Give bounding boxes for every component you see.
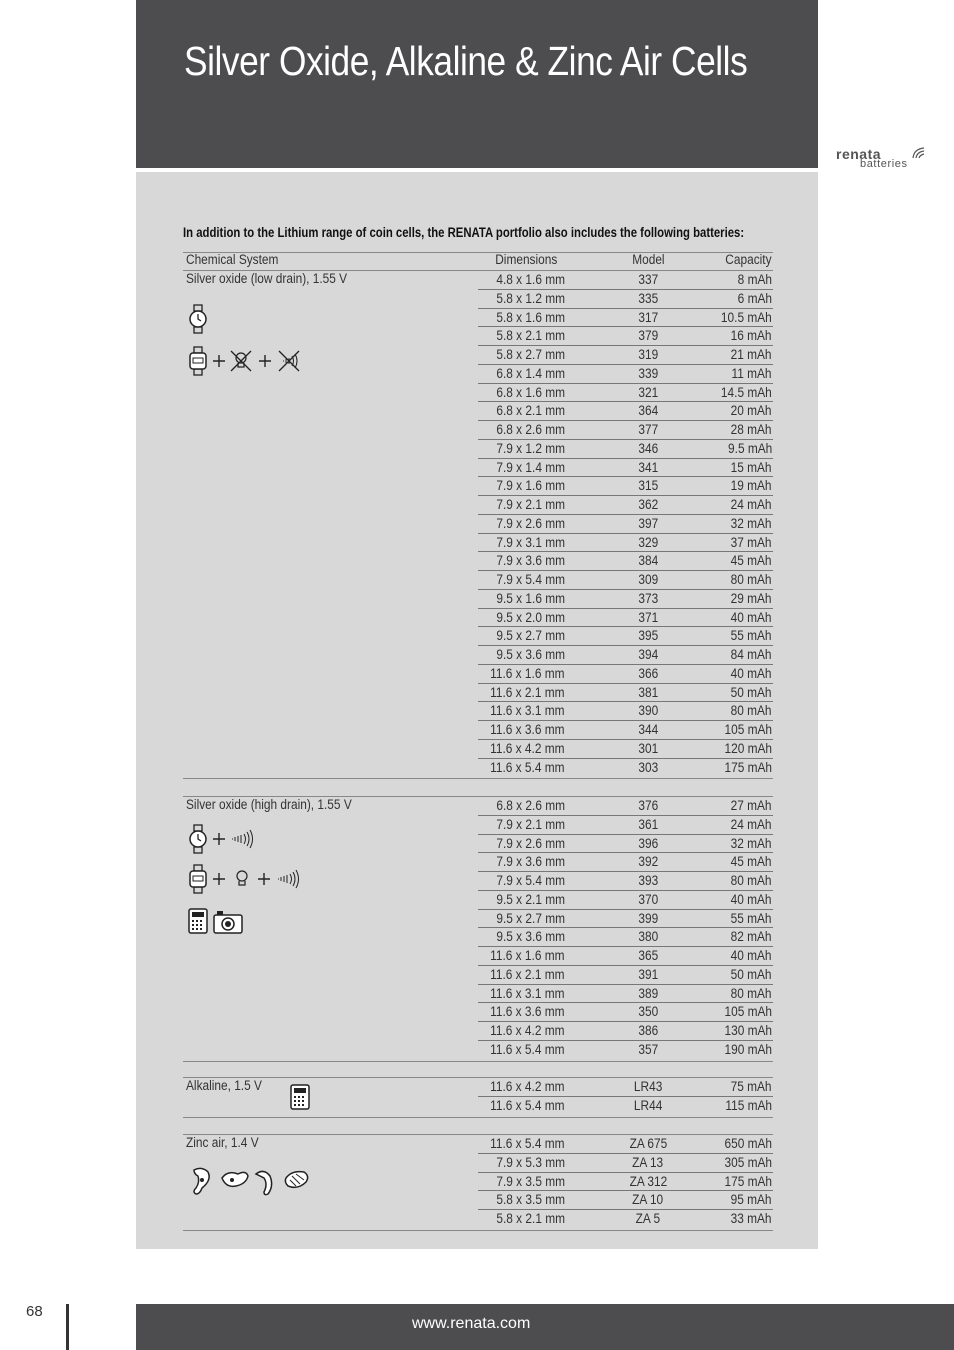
dimension-cell: 11.6 x 4.2 mm bbox=[490, 1023, 565, 1038]
dimension-cell: 6.8 x 1.6 mm bbox=[496, 384, 565, 400]
capacity-cell: 80 mAh bbox=[731, 873, 772, 888]
group-bottom-line bbox=[183, 778, 773, 779]
capacity-cell: 175 mAh bbox=[724, 759, 772, 775]
model-cell: 391 bbox=[638, 966, 658, 982]
capacity-cell: 33 mAh bbox=[731, 1211, 772, 1226]
dimension-cell: 9.5 x 3.6 mm bbox=[496, 929, 565, 945]
model-cell: 373 bbox=[638, 590, 658, 606]
page-title: Silver Oxide, Alkaline & Zinc Air Cells bbox=[184, 38, 748, 84]
footer-bar bbox=[136, 1304, 954, 1350]
intro-text: In addition to the Lithium range of coin cells, the RENATA portfolio also includes the following batteries: bbox=[183, 225, 745, 240]
capacity-cell: 32 mAh bbox=[731, 835, 772, 851]
model-cell: ZA 13 bbox=[632, 1154, 664, 1170]
model-cell: 339 bbox=[638, 365, 658, 381]
model-cell: 321 bbox=[638, 384, 658, 400]
dimension-cell: 11.6 x 5.4 mm bbox=[490, 759, 565, 775]
dimension-cell: 7.9 x 3.6 mm bbox=[496, 553, 565, 569]
dimension-cell: 11.6 x 2.1 mm bbox=[490, 684, 565, 700]
model-cell: 393 bbox=[638, 873, 658, 888]
capacity-cell: 84 mAh bbox=[731, 647, 772, 662]
dimension-cell: 9.5 x 2.7 mm bbox=[496, 910, 565, 926]
dimension-cell: 7.9 x 3.5 mm bbox=[496, 1173, 565, 1189]
model-cell: 317 bbox=[638, 309, 658, 325]
model-cell: 392 bbox=[638, 854, 658, 870]
model-cell: 370 bbox=[638, 891, 658, 907]
chemical-system-label: Silver oxide (high drain), 1.55 V bbox=[186, 797, 352, 812]
capacity-cell: 105 mAh bbox=[724, 722, 772, 737]
model-cell: ZA 312 bbox=[629, 1173, 667, 1189]
group-bottom-line bbox=[183, 1230, 773, 1231]
dimension-cell: 11.6 x 3.6 mm bbox=[490, 1004, 565, 1020]
chemical-system-label: Silver oxide (low drain), 1.55 V bbox=[186, 271, 348, 286]
digital-watch-icon bbox=[188, 346, 208, 376]
dimension-cell: 5.8 x 1.6 mm bbox=[496, 309, 565, 325]
dimension-cell: 9.5 x 3.6 mm bbox=[496, 647, 565, 662]
dimension-cell: 7.9 x 1.6 mm bbox=[496, 478, 565, 494]
model-cell: ZA 675 bbox=[629, 1136, 667, 1151]
dimension-cell: 5.8 x 2.7 mm bbox=[496, 347, 565, 362]
model-cell: 364 bbox=[638, 403, 658, 419]
capacity-cell: 27 mAh bbox=[731, 798, 772, 813]
dimension-cell: 5.8 x 3.5 mm bbox=[496, 1192, 565, 1208]
model-cell: LR43 bbox=[633, 1079, 663, 1094]
model-cell: 335 bbox=[638, 290, 658, 306]
model-cell: 309 bbox=[638, 572, 658, 587]
dimension-cell: 11.6 x 1.6 mm bbox=[490, 665, 565, 681]
chemical-system-label: Alkaline, 1.5 V bbox=[186, 1078, 262, 1093]
model-cell: LR44 bbox=[633, 1097, 663, 1113]
dimension-cell: 7.9 x 5.4 mm bbox=[496, 572, 565, 587]
capacity-cell: 305 mAh bbox=[724, 1154, 772, 1170]
capacity-cell: 11 mAh bbox=[731, 365, 772, 381]
capacity-cell: 45 mAh bbox=[731, 553, 772, 569]
model-cell: 386 bbox=[638, 1023, 658, 1038]
chemical-system-label: Zinc air, 1.4 V bbox=[186, 1135, 259, 1150]
page-number-divider bbox=[66, 1304, 69, 1350]
model-cell: 301 bbox=[638, 740, 658, 756]
capacity-cell: 82 mAh bbox=[731, 929, 772, 945]
model-cell: 380 bbox=[638, 929, 658, 945]
model-cell: 379 bbox=[638, 328, 658, 344]
capacity-cell: 15 mAh bbox=[731, 459, 772, 475]
capacity-cell: 175 mAh bbox=[724, 1173, 772, 1189]
capacity-cell: 80 mAh bbox=[731, 572, 772, 587]
capacity-cell: 10.5 mAh bbox=[721, 309, 772, 325]
dimension-cell: 7.9 x 2.1 mm bbox=[496, 816, 565, 832]
capacity-cell: 55 mAh bbox=[731, 910, 772, 926]
model-cell: 329 bbox=[638, 534, 658, 550]
capacity-cell: 45 mAh bbox=[731, 854, 772, 870]
dimension-cell: 11.6 x 3.6 mm bbox=[490, 722, 565, 737]
capacity-cell: 6 mAh bbox=[737, 290, 772, 306]
dimension-cell: 11.6 x 3.1 mm bbox=[490, 985, 565, 1001]
capacity-cell: 16 mAh bbox=[731, 328, 772, 344]
dimension-cell: 9.5 x 2.1 mm bbox=[496, 891, 565, 907]
model-cell: 381 bbox=[638, 684, 658, 700]
capacity-cell: 8 mAh bbox=[737, 272, 772, 287]
capacity-cell: 50 mAh bbox=[731, 684, 772, 700]
model-cell: 366 bbox=[638, 665, 658, 681]
capacity-cell: 19 mAh bbox=[731, 478, 772, 494]
capacity-cell: 29 mAh bbox=[731, 590, 772, 606]
dimension-cell: 6.8 x 2.1 mm bbox=[496, 403, 565, 419]
dimension-cell: 7.9 x 5.4 mm bbox=[496, 873, 565, 888]
capacity-cell: 80 mAh bbox=[731, 703, 772, 719]
capacity-cell: 28 mAh bbox=[731, 422, 772, 437]
group-bottom-line bbox=[183, 1117, 773, 1118]
calculator-icon bbox=[188, 908, 208, 934]
model-cell: 319 bbox=[638, 347, 658, 362]
dimension-cell: 11.6 x 5.4 mm bbox=[490, 1097, 565, 1113]
dimension-cell: 5.8 x 1.2 mm bbox=[496, 290, 565, 306]
col-chemical-system: Chemical System bbox=[186, 252, 279, 267]
col-model: Model bbox=[631, 252, 665, 267]
capacity-cell: 190 mAh bbox=[724, 1041, 772, 1057]
capacity-cell: 37 mAh bbox=[731, 534, 772, 550]
model-cell: ZA 10 bbox=[632, 1192, 664, 1208]
logo-brand: renata bbox=[836, 146, 882, 162]
model-cell: 390 bbox=[638, 703, 658, 719]
model-cell: 315 bbox=[638, 478, 658, 494]
model-cell: 344 bbox=[638, 722, 658, 737]
capacity-cell: 40 mAh bbox=[731, 665, 772, 681]
dimension-cell: 7.9 x 3.1 mm bbox=[496, 534, 565, 550]
capacity-cell: 14.5 mAh bbox=[721, 384, 772, 400]
model-cell: 376 bbox=[638, 798, 658, 813]
model-cell: 303 bbox=[638, 759, 658, 775]
dimension-cell: 9.5 x 1.6 mm bbox=[496, 590, 565, 606]
dimension-cell: 5.8 x 2.1 mm bbox=[496, 1211, 565, 1226]
capacity-cell: 115 mAh bbox=[725, 1097, 772, 1113]
dimension-cell: 6.8 x 2.6 mm bbox=[496, 422, 565, 437]
model-cell: 365 bbox=[638, 948, 658, 963]
model-cell: 337 bbox=[638, 272, 658, 287]
logo-wave-icon bbox=[912, 147, 926, 159]
dimension-cell: 9.5 x 2.0 mm bbox=[496, 609, 565, 625]
dimension-cell: 11.6 x 5.4 mm bbox=[490, 1136, 565, 1151]
capacity-cell: 95 mAh bbox=[731, 1192, 772, 1208]
model-cell: 341 bbox=[638, 459, 658, 475]
dimension-cell: 6.8 x 1.4 mm bbox=[496, 365, 565, 381]
dimension-cell: 11.6 x 5.4 mm bbox=[490, 1041, 565, 1057]
dimension-cell: 11.6 x 2.1 mm bbox=[490, 966, 565, 982]
capacity-cell: 55 mAh bbox=[731, 628, 772, 644]
model-cell: 396 bbox=[638, 835, 658, 851]
camera-icon bbox=[213, 910, 243, 934]
capacity-cell: 40 mAh bbox=[731, 891, 772, 907]
dimension-cell: 7.9 x 2.6 mm bbox=[496, 835, 565, 851]
model-cell: 362 bbox=[638, 497, 658, 512]
model-cell: 389 bbox=[638, 985, 658, 1001]
digital-watch-light-alarm-icon bbox=[188, 864, 303, 894]
watch-icon bbox=[188, 304, 208, 334]
logo-sub: batteries bbox=[860, 158, 908, 170]
hearing-aid-icon bbox=[188, 1164, 313, 1198]
model-cell: 350 bbox=[638, 1004, 658, 1020]
model-cell: 397 bbox=[638, 515, 658, 531]
header-band bbox=[136, 0, 818, 168]
group-bottom-line bbox=[183, 1061, 773, 1062]
model-cell: 357 bbox=[638, 1041, 658, 1057]
capacity-cell: 105 mAh bbox=[724, 1004, 772, 1020]
capacity-cell: 75 mAh bbox=[731, 1079, 772, 1094]
model-cell: 361 bbox=[638, 816, 658, 832]
capacity-cell: 20 mAh bbox=[731, 403, 772, 419]
capacity-cell: 40 mAh bbox=[731, 609, 772, 625]
capacity-cell: 80 mAh bbox=[731, 985, 772, 1001]
model-cell: 395 bbox=[638, 628, 658, 644]
watch-plus-alarm-icon bbox=[188, 824, 258, 854]
capacity-cell: 650 mAh bbox=[724, 1136, 772, 1151]
dimension-cell: 11.6 x 1.6 mm bbox=[490, 948, 565, 963]
capacity-cell: 21 mAh bbox=[731, 347, 772, 362]
capacity-cell: 120 mAh bbox=[724, 740, 772, 756]
model-cell: 394 bbox=[638, 647, 658, 662]
dimension-cell: 4.8 x 1.6 mm bbox=[496, 272, 565, 287]
capacity-cell: 32 mAh bbox=[731, 515, 772, 531]
dimension-cell: 11.6 x 3.1 mm bbox=[490, 703, 565, 719]
col-dimensions: Dimensions bbox=[494, 252, 558, 267]
dimension-cell: 11.6 x 4.2 mm bbox=[490, 740, 565, 756]
dimension-cell: 5.8 x 2.1 mm bbox=[496, 328, 565, 344]
dimension-cell: 11.6 x 4.2 mm bbox=[490, 1079, 565, 1094]
model-cell: 384 bbox=[638, 553, 658, 569]
capacity-cell: 50 mAh bbox=[731, 966, 772, 982]
renata-logo bbox=[836, 146, 936, 170]
model-cell: 371 bbox=[638, 609, 658, 625]
dimension-cell: 9.5 x 2.7 mm bbox=[496, 628, 565, 644]
dimension-cell: 7.9 x 5.3 mm bbox=[496, 1154, 565, 1170]
page-number: 68 bbox=[26, 1303, 43, 1320]
col-capacity: Capacity bbox=[725, 252, 772, 267]
dimension-cell: 7.9 x 2.1 mm bbox=[496, 497, 565, 512]
dimension-cell: 7.9 x 3.6 mm bbox=[496, 854, 565, 870]
capacity-cell: 24 mAh bbox=[731, 497, 772, 512]
footer-url[interactable]: www.renata.com bbox=[412, 1315, 531, 1332]
model-cell: 377 bbox=[638, 422, 658, 437]
capacity-cell: 24 mAh bbox=[731, 816, 772, 832]
dimension-cell: 7.9 x 1.4 mm bbox=[496, 459, 565, 475]
capacity-cell: 40 mAh bbox=[731, 948, 772, 963]
dimension-cell: 7.9 x 2.6 mm bbox=[496, 515, 565, 531]
capacity-cell: 130 mAh bbox=[724, 1023, 772, 1038]
model-cell: 346 bbox=[638, 440, 658, 456]
model-cell: 399 bbox=[638, 910, 658, 926]
model-cell: ZA 5 bbox=[635, 1211, 661, 1226]
capacity-cell: 9.5 mAh bbox=[727, 440, 772, 456]
dimension-cell: 7.9 x 1.2 mm bbox=[496, 440, 565, 456]
dimension-cell: 6.8 x 2.6 mm bbox=[496, 798, 565, 813]
calculator-icon bbox=[290, 1084, 310, 1110]
no-light-no-alarm-icons bbox=[211, 350, 301, 372]
